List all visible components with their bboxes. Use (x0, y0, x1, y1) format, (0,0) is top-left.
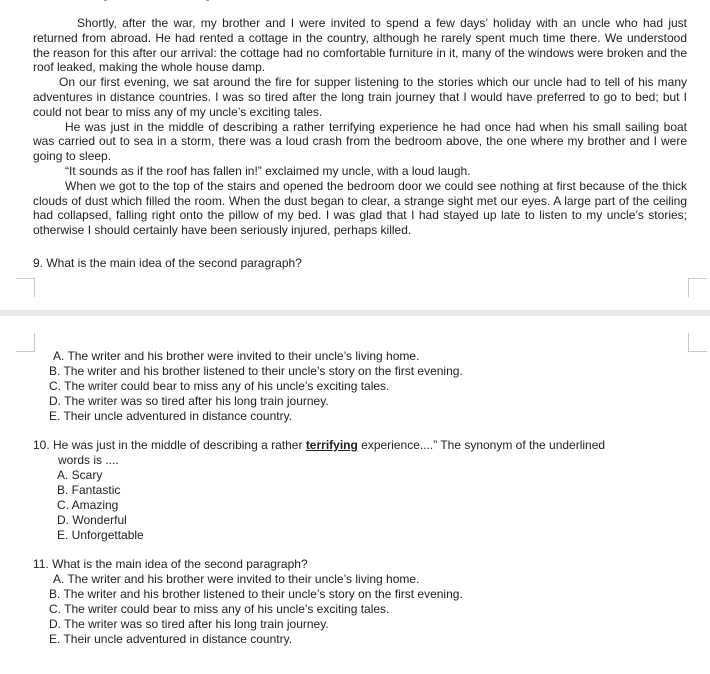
passage-paragraph-5: When we got to the top of the stairs and opened the bedroom door we could see nothing at first because of the thick clouds of dust which filled the room. When the dust began to clear, a strange sight met our eyes. A large part of the ceiling had collapsed, falling right onto the pillow of my bed. I was glad that I had stayed up late to listen to my uncle’s stories; otherwise I should certainly have been seriously injured, perhaps killed. (33, 178, 687, 238)
top-crop-mark (206, 0, 209, 1)
question-10-wrap: words is .... (58, 453, 119, 467)
question-11: 11. What is the main idea of the second paragraph? (33, 557, 308, 571)
option-b[interactable]: B. The writer and his brother listened to their uncle’s story on the first evening. (49, 364, 463, 378)
crop-corner-bottom-left (16, 333, 35, 352)
crop-corner-top-right (688, 278, 707, 297)
question-11-options (49, 572, 463, 647)
option-a[interactable]: A. Scary (57, 468, 103, 482)
option-b[interactable]: B. Fantastic (57, 483, 121, 497)
question-9-options (49, 349, 463, 424)
crop-corner-top-left (16, 278, 35, 297)
option-c[interactable]: C. The writer could bear to miss any of his uncle’s exciting tales. (49, 602, 390, 616)
option-b[interactable]: B. The writer and his brother listened to their uncle’s story on the first evening. (49, 587, 463, 601)
option-a[interactable]: A. The writer and his brother were invited to their uncle’s living home. (53, 349, 420, 363)
option-e[interactable]: E. Unforgettable (57, 528, 144, 542)
crop-corner-bottom-right (688, 333, 707, 352)
passage-paragraph-1: Shortly, after the war, my brother and I were invited to spend a few days’ holiday with an uncle who had just returned from abroad. He had rented a cottage in the country, although he rarely spent much time there. We understood the reason for this after our arrival: the cottage had no comfortable furniture in it, many of the windows were broken and the roof leaked, making the whole house damp. (33, 16, 687, 75)
reading-passage (33, 16, 687, 238)
question-10-suffix: experience....” The synonym of the underlined (357, 438, 606, 452)
option-d[interactable]: D. The writer was so tired after his long train journey. (49, 617, 329, 631)
question-10-options (57, 468, 144, 543)
option-e[interactable]: E. Their uncle adventured in distance country. (49, 409, 293, 423)
option-d[interactable]: D. The writer was so tired after his long train journey. (49, 394, 329, 408)
passage-paragraph-3: He was just in the middle of describing a rather terrifying experience he had once had when his small sailing boat was carried out to sea in a storm, there was a loud crash from the bedroom above, the one where my brother and I were going to sleep. (33, 119, 687, 164)
option-e[interactable]: E. Their uncle adventured in distance country. (49, 632, 293, 646)
underlined-word: terrifying (305, 438, 358, 452)
top-crop-mark (104, 0, 107, 1)
question-10 (33, 438, 687, 468)
question-9: 9. What is the main idea of the second paragraph? (33, 256, 302, 270)
passage-paragraph-4: “It sounds as if the roof has fallen in!” exclaimed my uncle, with a loud laugh. (65, 163, 471, 178)
question-10-prefix: 10. He was just in the middle of describing a rather (33, 438, 306, 452)
option-d[interactable]: D. Wonderful (57, 513, 127, 527)
option-a[interactable]: A. The writer and his brother were invited to their uncle’s living home. (53, 572, 420, 586)
option-c[interactable]: C. The writer could bear to miss any of his uncle’s exciting tales. (49, 379, 390, 393)
option-c[interactable]: C. Amazing (57, 498, 119, 512)
passage-paragraph-2: On our first evening, we sat around the fire for supper listening to the stories which our uncle had to tell of his many adventures in distance countries. I was so tired after the long train journey that I would have preferred to go to bed; but I could not bear to miss any of my uncle’s exciting tales. (33, 75, 687, 119)
page-break-divider (0, 310, 710, 316)
